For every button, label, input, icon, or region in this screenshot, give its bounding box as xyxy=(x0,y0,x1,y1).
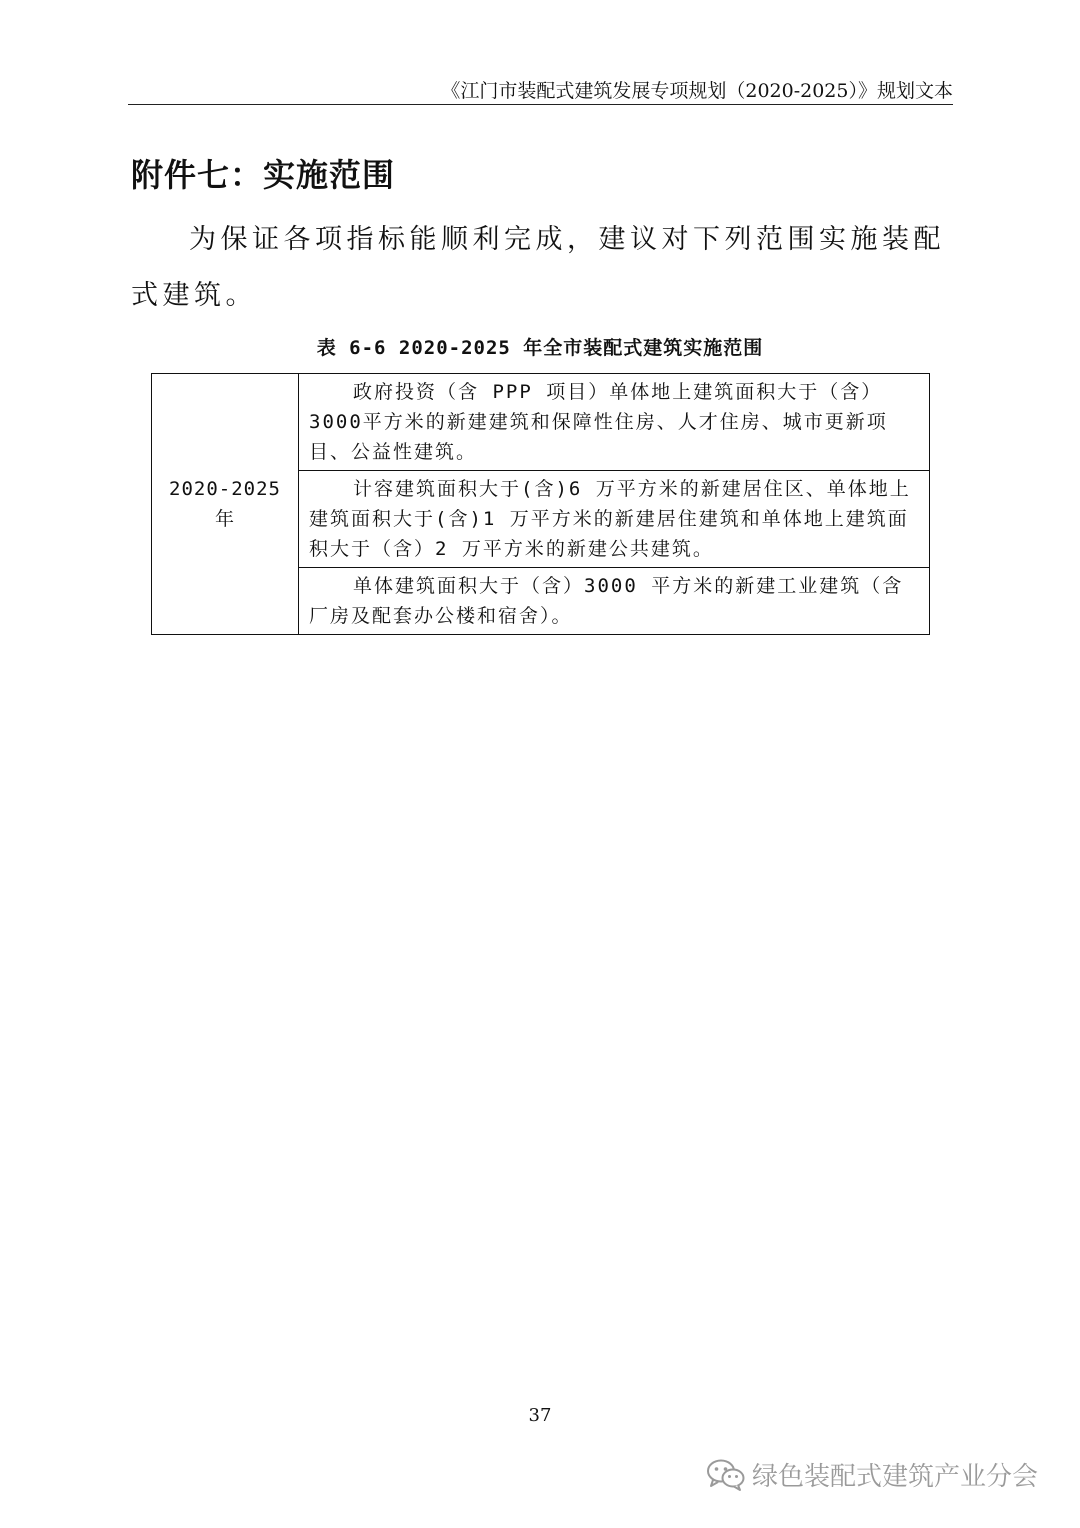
period-unit: 年 xyxy=(214,508,235,530)
period-years: 2020-2025 xyxy=(169,478,281,500)
intro-paragraph: 为保证各项指标能顺利完成，建议对下列范围实施装配式建筑。 xyxy=(131,224,945,311)
header-divider xyxy=(128,104,953,105)
period-cell xyxy=(152,374,299,635)
watermark-text: 绿色装配式建筑产业分会 xyxy=(752,1462,1039,1492)
scope-item: 单体建筑面积大于（含）3000 平方米的新建工业建筑（含厂房及配套办公楼和宿舍）。 xyxy=(299,568,930,635)
wechat-icon xyxy=(706,1458,746,1492)
table-caption: 表 6-6 2020-2025 年全市装配式建筑实施范围 xyxy=(316,337,764,359)
page-number: 37 xyxy=(528,1405,552,1426)
watermark xyxy=(706,1456,1038,1493)
section-title: 附件七：实施范围 xyxy=(131,156,396,194)
page-header: 《江门市装配式建筑发展专项规划（2020-2025）》规划文本 xyxy=(441,80,953,102)
scope-item: 计容建筑面积大于(含)6 万平方米的新建居住区、单体地上建筑面积大于(含)1 万平方米的新建居住建筑和单体地上建筑面积大于（含）2 万平方米的新建公共建筑。 xyxy=(299,471,930,568)
scope-item: 政府投资（含 PPP 项目）单体地上建筑面积大于（含）3000平方米的新建建筑和保障性住房、人才住房、城市更新项目、公益性建筑。 xyxy=(299,374,930,471)
scope-table xyxy=(151,373,930,635)
table-row xyxy=(152,374,930,471)
